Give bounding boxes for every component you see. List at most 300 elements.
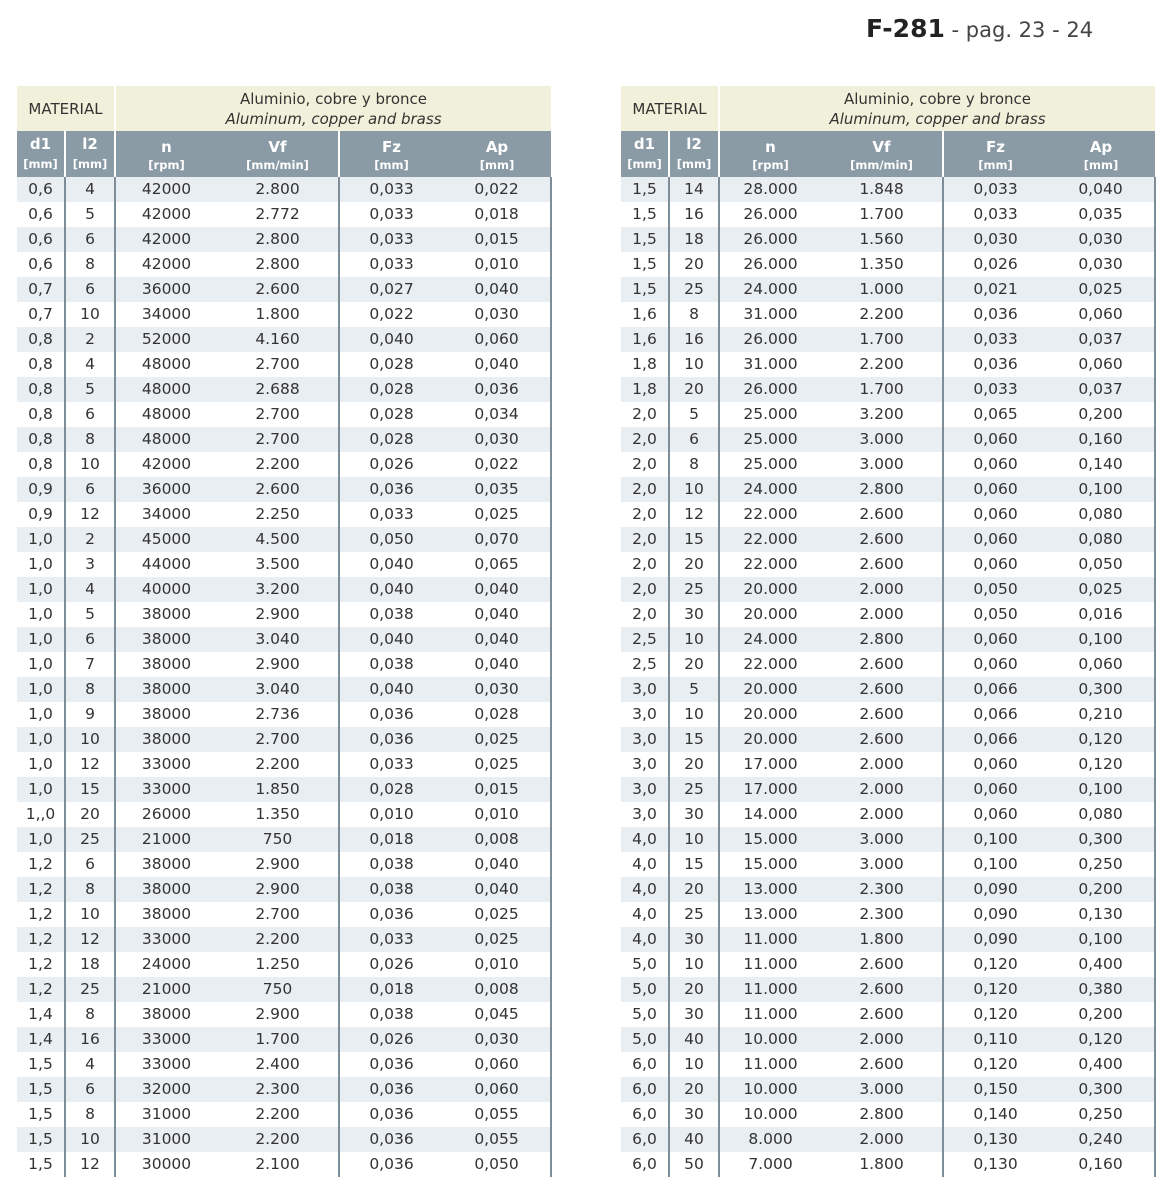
cell-d1: 6,0 — [621, 1077, 669, 1102]
cell-fz: 0,120 — [943, 1002, 1047, 1027]
cell-d1: 0,8 — [17, 377, 65, 402]
cell-fz: 0,100 — [943, 852, 1047, 877]
cell-vf: 2.600 — [821, 652, 943, 677]
table-row — [621, 477, 1155, 502]
cell-n: 13.000 — [719, 877, 821, 902]
cell-n: 24000 — [115, 952, 217, 977]
cell-fz: 0,033 — [339, 752, 443, 777]
table-row — [621, 977, 1155, 1002]
cell-n: 38000 — [115, 1002, 217, 1027]
table-row — [17, 827, 551, 852]
cell-ap: 0,040 — [1047, 177, 1155, 202]
cell-vf: 2.900 — [217, 652, 339, 677]
table-row — [17, 252, 551, 277]
cell-d1: 0,6 — [17, 227, 65, 252]
cell-fz: 0,033 — [339, 252, 443, 277]
cell-d1: 2,5 — [621, 627, 669, 652]
cell-ap: 0,030 — [443, 302, 551, 327]
cell-d1: 0,9 — [17, 477, 65, 502]
cell-l2: 9 — [65, 702, 115, 727]
cell-vf: 2.800 — [821, 627, 943, 652]
cell-fz: 0,065 — [943, 402, 1047, 427]
cell-vf: 1.700 — [821, 202, 943, 227]
cell-fz: 0,018 — [339, 827, 443, 852]
column-header-d1: d1 [mm] — [17, 131, 65, 177]
cell-vf: 1.700 — [821, 327, 943, 352]
cell-n: 26000 — [115, 802, 217, 827]
cell-n: 44000 — [115, 552, 217, 577]
cell-ap: 0,010 — [443, 252, 551, 277]
cell-vf: 2.600 — [821, 702, 943, 727]
page-numbers: - pag. 23 - 24 — [944, 18, 1094, 42]
table-row — [621, 277, 1155, 302]
cell-n: 22.000 — [719, 552, 821, 577]
cutting-data-table-right — [621, 86, 1156, 1177]
cell-l2: 8 — [65, 427, 115, 452]
cell-l2: 16 — [65, 1027, 115, 1052]
cell-fz: 0,036 — [943, 302, 1047, 327]
cell-fz: 0,120 — [943, 977, 1047, 1002]
cell-fz: 0,030 — [943, 227, 1047, 252]
cell-fz: 0,033 — [339, 927, 443, 952]
cell-vf: 2.772 — [217, 202, 339, 227]
cell-n: 25.000 — [719, 427, 821, 452]
cell-l2: 18 — [65, 952, 115, 977]
table-row — [17, 677, 551, 702]
cell-fz: 0,040 — [339, 677, 443, 702]
table-row — [17, 1102, 551, 1127]
cell-l2: 5 — [669, 677, 719, 702]
cell-n: 20.000 — [719, 727, 821, 752]
table-row — [621, 752, 1155, 777]
cell-d1: 1,0 — [17, 527, 65, 552]
table-row — [621, 877, 1155, 902]
cell-l2: 20 — [669, 252, 719, 277]
cell-n: 26.000 — [719, 252, 821, 277]
cell-l2: 10 — [65, 727, 115, 752]
cell-d1: 2,0 — [621, 527, 669, 552]
cell-ap: 0,028 — [443, 702, 551, 727]
cell-fz: 0,120 — [943, 952, 1047, 977]
cell-ap: 0,160 — [1047, 1152, 1155, 1177]
table-row — [17, 1152, 551, 1177]
table-row — [621, 402, 1155, 427]
cell-d1: 0,8 — [17, 452, 65, 477]
cell-l2: 10 — [669, 952, 719, 977]
table-row — [621, 1127, 1155, 1152]
cell-vf: 2.000 — [821, 577, 943, 602]
cell-vf: 2.250 — [217, 502, 339, 527]
cell-d1: 1,5 — [17, 1052, 65, 1077]
cell-l2: 4 — [65, 1052, 115, 1077]
table-row — [17, 1127, 551, 1152]
cell-d1: 1,0 — [17, 752, 65, 777]
cell-ap: 0,080 — [1047, 527, 1155, 552]
cell-n: 48000 — [115, 427, 217, 452]
cell-l2: 40 — [669, 1027, 719, 1052]
column-header-row — [621, 131, 1155, 177]
cell-d1: 0,8 — [17, 402, 65, 427]
cell-ap: 0,008 — [443, 827, 551, 852]
cell-fz: 0,022 — [339, 302, 443, 327]
cell-d1: 1,2 — [17, 977, 65, 1002]
cell-ap: 0,030 — [443, 677, 551, 702]
cell-fz: 0,066 — [943, 727, 1047, 752]
cell-fz: 0,038 — [339, 877, 443, 902]
cell-vf: 2.600 — [821, 977, 943, 1002]
cell-n: 10.000 — [719, 1027, 821, 1052]
cell-l2: 20 — [65, 802, 115, 827]
cell-vf: 2.700 — [217, 352, 339, 377]
cell-fz: 0,036 — [339, 702, 443, 727]
cell-l2: 8 — [65, 1102, 115, 1127]
cell-l2: 6 — [65, 277, 115, 302]
cell-ap: 0,022 — [443, 452, 551, 477]
cell-vf: 1.848 — [821, 177, 943, 202]
cell-ap: 0,040 — [443, 352, 551, 377]
cell-l2: 25 — [65, 977, 115, 1002]
cell-d1: 2,0 — [621, 477, 669, 502]
cell-l2: 2 — [65, 527, 115, 552]
cell-n: 33000 — [115, 927, 217, 952]
cell-ap: 0,070 — [443, 527, 551, 552]
cell-vf: 2.800 — [821, 1102, 943, 1127]
cell-n: 10.000 — [719, 1102, 821, 1127]
cell-l2: 6 — [65, 402, 115, 427]
cell-fz: 0,033 — [339, 227, 443, 252]
cell-ap: 0,015 — [443, 227, 551, 252]
cell-vf: 2.600 — [821, 1052, 943, 1077]
cell-l2: 8 — [65, 1002, 115, 1027]
cell-n: 26.000 — [719, 327, 821, 352]
table-row — [17, 527, 551, 552]
cell-ap: 0,015 — [443, 777, 551, 802]
cell-d1: 0,8 — [17, 327, 65, 352]
cell-ap: 0,040 — [443, 602, 551, 627]
table-row — [621, 227, 1155, 252]
cell-ap: 0,036 — [443, 377, 551, 402]
cell-n: 33000 — [115, 1052, 217, 1077]
material-name-es: Aluminio, cobre y bronce — [843, 89, 1032, 108]
cell-l2: 10 — [669, 477, 719, 502]
cell-vf: 2.400 — [217, 1052, 339, 1077]
cell-vf: 2.300 — [821, 902, 943, 927]
table-row — [621, 677, 1155, 702]
cell-n: 20.000 — [719, 577, 821, 602]
cell-fz: 0,028 — [339, 777, 443, 802]
cell-fz: 0,150 — [943, 1077, 1047, 1102]
cell-fz: 0,036 — [943, 352, 1047, 377]
cell-n: 28.000 — [719, 177, 821, 202]
cell-d1: 1,5 — [17, 1127, 65, 1152]
cell-d1: 3,0 — [621, 777, 669, 802]
cell-ap: 0,120 — [1047, 752, 1155, 777]
cell-n: 38000 — [115, 627, 217, 652]
cell-d1: 1,0 — [17, 652, 65, 677]
cell-ap: 0,030 — [1047, 227, 1155, 252]
cell-n: 20.000 — [719, 702, 821, 727]
cell-fz: 0,033 — [339, 177, 443, 202]
column-header-vf: Vf [mm/min] — [821, 131, 943, 177]
cell-fz: 0,040 — [339, 327, 443, 352]
cell-d1: 1,0 — [17, 827, 65, 852]
table-row — [621, 802, 1155, 827]
table-row — [17, 702, 551, 727]
cell-fz: 0,060 — [943, 452, 1047, 477]
cell-n: 31.000 — [719, 302, 821, 327]
cell-ap: 0,034 — [443, 402, 551, 427]
cell-vf: 2.000 — [821, 802, 943, 827]
table-row — [17, 652, 551, 677]
cell-l2: 15 — [669, 727, 719, 752]
cell-ap: 0,300 — [1047, 1077, 1155, 1102]
cell-vf: 1.800 — [217, 302, 339, 327]
cell-fz: 0,050 — [943, 577, 1047, 602]
cell-fz: 0,110 — [943, 1027, 1047, 1052]
cell-ap: 0,010 — [443, 952, 551, 977]
cell-fz: 0,033 — [943, 327, 1047, 352]
cell-d1: 1,5 — [621, 252, 669, 277]
cell-l2: 25 — [669, 277, 719, 302]
cell-fz: 0,033 — [943, 177, 1047, 202]
cell-vf: 3.040 — [217, 677, 339, 702]
material-name-en: Aluminum, copper and brass — [829, 109, 1046, 128]
table-row — [17, 227, 551, 252]
cell-fz: 0,060 — [943, 627, 1047, 652]
cell-l2: 8 — [65, 252, 115, 277]
cell-l2: 8 — [669, 302, 719, 327]
cell-d1: 1,6 — [621, 327, 669, 352]
cell-l2: 12 — [65, 752, 115, 777]
cell-d1: 4,0 — [621, 827, 669, 852]
cell-n: 38000 — [115, 652, 217, 677]
cell-vf: 2.600 — [821, 727, 943, 752]
cell-ap: 0,060 — [1047, 302, 1155, 327]
cell-d1: 4,0 — [621, 877, 669, 902]
cell-n: 45000 — [115, 527, 217, 552]
cell-vf: 2.688 — [217, 377, 339, 402]
table-row — [17, 552, 551, 577]
table-row — [621, 927, 1155, 952]
cell-fz: 0,038 — [339, 652, 443, 677]
cell-ap: 0,100 — [1047, 627, 1155, 652]
cell-fz: 0,060 — [943, 427, 1047, 452]
cell-l2: 12 — [669, 502, 719, 527]
cell-n: 38000 — [115, 602, 217, 627]
cell-vf: 2.736 — [217, 702, 339, 727]
cell-fz: 0,036 — [339, 1152, 443, 1177]
cell-l2: 30 — [669, 1102, 719, 1127]
cell-ap: 0,060 — [443, 1077, 551, 1102]
cell-l2: 16 — [669, 202, 719, 227]
cell-ap: 0,025 — [443, 752, 551, 777]
cell-d1: 2,0 — [621, 402, 669, 427]
column-header-n: n [rpm] — [719, 131, 821, 177]
cell-ap: 0,300 — [1047, 827, 1155, 852]
cell-n: 22.000 — [719, 527, 821, 552]
cell-d1: 1,0 — [17, 727, 65, 752]
cell-l2: 15 — [65, 777, 115, 802]
cell-l2: 14 — [669, 177, 719, 202]
cell-ap: 0,040 — [443, 852, 551, 877]
cell-l2: 15 — [669, 852, 719, 877]
cell-n: 10.000 — [719, 1077, 821, 1102]
cell-l2: 10 — [669, 827, 719, 852]
page-reference — [866, 14, 1093, 43]
cell-n: 40000 — [115, 577, 217, 602]
cell-fz: 0,021 — [943, 277, 1047, 302]
column-header-row — [17, 131, 551, 177]
cell-d1: 3,0 — [621, 727, 669, 752]
cell-ap: 0,025 — [1047, 577, 1155, 602]
cell-ap: 0,040 — [443, 652, 551, 677]
material-name-es: Aluminio, cobre y bronce — [239, 89, 428, 108]
cell-ap: 0,025 — [1047, 277, 1155, 302]
cell-ap: 0,030 — [443, 1027, 551, 1052]
cell-vf: 2.800 — [821, 477, 943, 502]
cell-d1: 3,0 — [621, 752, 669, 777]
cell-l2: 50 — [669, 1152, 719, 1177]
cell-d1: 5,0 — [621, 977, 669, 1002]
cell-n: 33000 — [115, 1027, 217, 1052]
cell-vf: 2.200 — [821, 352, 943, 377]
cell-d1: 1,6 — [621, 302, 669, 327]
cell-n: 11.000 — [719, 977, 821, 1002]
cell-l2: 10 — [65, 902, 115, 927]
cell-l2: 10 — [669, 352, 719, 377]
cell-n: 26.000 — [719, 202, 821, 227]
cell-n: 21000 — [115, 977, 217, 1002]
cell-d1: 4,0 — [621, 902, 669, 927]
cell-fz: 0,028 — [339, 377, 443, 402]
cell-d1: 0,9 — [17, 502, 65, 527]
column-header-ap: Ap [mm] — [443, 131, 551, 177]
cell-fz: 0,026 — [943, 252, 1047, 277]
cell-fz: 0,060 — [943, 752, 1047, 777]
cell-l2: 12 — [65, 927, 115, 952]
cell-d1: 1,5 — [17, 1152, 65, 1177]
cell-d1: 5,0 — [621, 1002, 669, 1027]
cell-vf: 2.800 — [217, 227, 339, 252]
cell-ap: 0,030 — [1047, 252, 1155, 277]
column-header-fz: Fz [mm] — [339, 131, 443, 177]
cell-ap: 0,400 — [1047, 1052, 1155, 1077]
table-row — [17, 1002, 551, 1027]
cell-d1: 1,2 — [17, 902, 65, 927]
cell-fz: 0,033 — [339, 502, 443, 527]
cell-l2: 25 — [669, 777, 719, 802]
cell-ap: 0,040 — [443, 277, 551, 302]
cell-ap: 0,016 — [1047, 602, 1155, 627]
table-row — [17, 602, 551, 627]
table-row — [621, 1102, 1155, 1127]
cell-ap: 0,035 — [443, 477, 551, 502]
material-label: MATERIAL — [621, 86, 719, 131]
cell-n: 38000 — [115, 727, 217, 752]
cell-fz: 0,060 — [943, 527, 1047, 552]
cell-ap: 0,030 — [443, 427, 551, 452]
table-row — [17, 952, 551, 977]
cell-n: 22.000 — [719, 502, 821, 527]
cell-ap: 0,120 — [1047, 727, 1155, 752]
cell-ap: 0,400 — [1047, 952, 1155, 977]
table-row — [17, 377, 551, 402]
cell-d1: 1,0 — [17, 552, 65, 577]
cell-vf: 2.200 — [217, 752, 339, 777]
cell-fz: 0,036 — [339, 477, 443, 502]
table-row — [17, 802, 551, 827]
cell-vf: 1.350 — [217, 802, 339, 827]
cell-ap: 0,080 — [1047, 502, 1155, 527]
cell-l2: 18 — [669, 227, 719, 252]
cell-n: 33000 — [115, 752, 217, 777]
cell-l2: 2 — [65, 327, 115, 352]
cell-d1: 5,0 — [621, 952, 669, 977]
table-row — [621, 502, 1155, 527]
cell-vf: 2.700 — [217, 427, 339, 452]
cell-n: 33000 — [115, 777, 217, 802]
cell-d1: 0,6 — [17, 252, 65, 277]
table-row — [17, 902, 551, 927]
cell-ap: 0,018 — [443, 202, 551, 227]
cell-fz: 0,026 — [339, 952, 443, 977]
cell-d1: 2,0 — [621, 452, 669, 477]
cell-n: 42000 — [115, 227, 217, 252]
cell-ap: 0,250 — [1047, 852, 1155, 877]
cell-fz: 0,036 — [339, 902, 443, 927]
cell-fz: 0,033 — [943, 202, 1047, 227]
cell-ap: 0,050 — [443, 1152, 551, 1177]
cell-n: 11.000 — [719, 1052, 821, 1077]
cell-n: 38000 — [115, 677, 217, 702]
cell-vf: 2.800 — [217, 252, 339, 277]
cell-n: 24.000 — [719, 277, 821, 302]
cell-vf: 3.040 — [217, 627, 339, 652]
cell-d1: 1,5 — [621, 202, 669, 227]
cell-n: 22.000 — [719, 652, 821, 677]
cell-fz: 0,033 — [943, 377, 1047, 402]
cell-ap: 0,100 — [1047, 927, 1155, 952]
cell-vf: 1.000 — [821, 277, 943, 302]
cell-n: 25.000 — [719, 452, 821, 477]
cell-ap: 0,080 — [1047, 802, 1155, 827]
cell-l2: 20 — [669, 752, 719, 777]
cell-ap: 0,025 — [443, 902, 551, 927]
table-row — [621, 352, 1155, 377]
column-header-l2: l2 [mm] — [65, 131, 115, 177]
cell-n: 20.000 — [719, 602, 821, 627]
cell-vf: 2.000 — [821, 752, 943, 777]
table-row — [17, 202, 551, 227]
cell-n: 48000 — [115, 377, 217, 402]
table-row — [621, 852, 1155, 877]
cell-vf: 3.000 — [821, 452, 943, 477]
cell-vf: 2.100 — [217, 1152, 339, 1177]
cell-vf: 2.200 — [217, 1102, 339, 1127]
cell-fz: 0,060 — [943, 802, 1047, 827]
cell-d1: 3,0 — [621, 802, 669, 827]
cell-vf: 2.600 — [821, 952, 943, 977]
cell-l2: 10 — [65, 452, 115, 477]
cell-fz: 0,060 — [943, 652, 1047, 677]
cell-fz: 0,018 — [339, 977, 443, 1002]
table-row — [17, 727, 551, 752]
cell-n: 30000 — [115, 1152, 217, 1177]
cell-n: 13.000 — [719, 902, 821, 927]
cell-ap: 0,008 — [443, 977, 551, 1002]
cell-n: 36000 — [115, 477, 217, 502]
cell-d1: 4,0 — [621, 927, 669, 952]
